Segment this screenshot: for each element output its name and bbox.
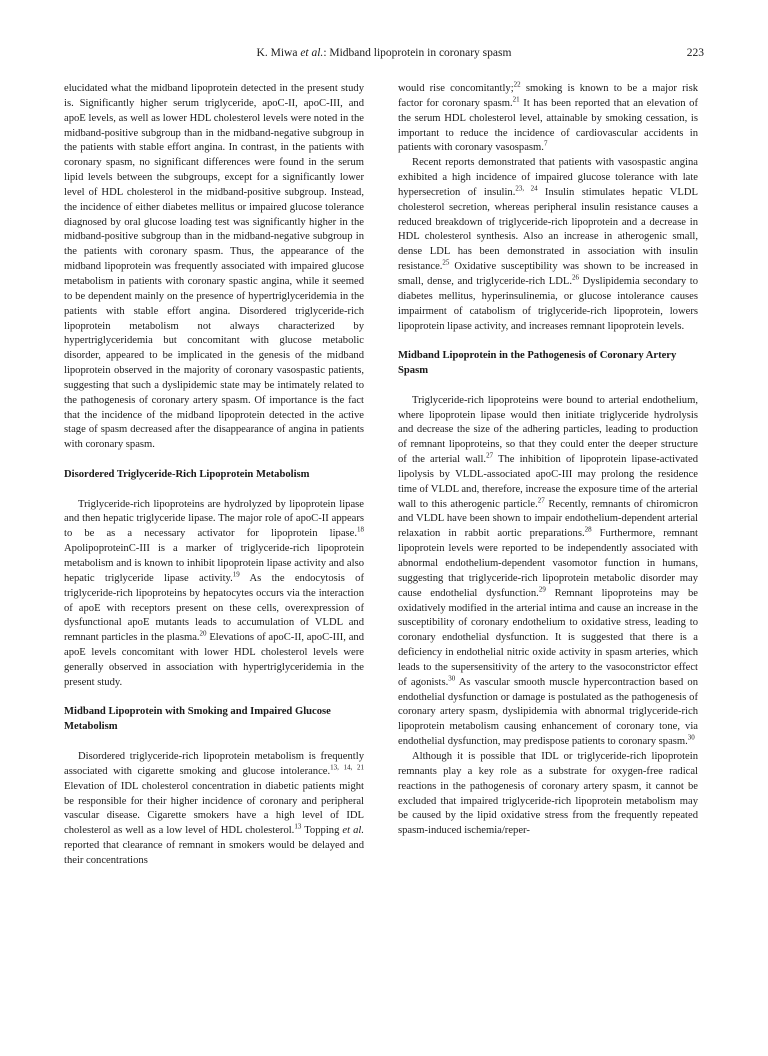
citation: 27 [486,451,494,460]
section-heading: Disordered Triglyceride-Rich Lipoprotein Metabolism [64,468,310,480]
citation: 13, 14, 21 [330,763,365,772]
running-head-author: K. Miwa [256,47,298,59]
citation: 7 [543,139,548,148]
citation: 29 [538,585,546,594]
citation: 26 [572,273,580,282]
citation: 18 [357,525,364,534]
right-column [398,82,698,839]
emphasis-etal: et al. [342,825,365,837]
paragraph: Triglyceride-rich lipoproteins were bound to arterial endothelium, where lipoprotein lipase would then initiate triglyceride hydrolysis and decrease the size of the adhering particles, leading to production of remnant lipoproteins, so that they could enter the deeper structure of the arterial wall.$^{27}$ The inhibition of lipoprotein lipase-activated lipolysis by VLDL-associated apoC-III may prolong the residence time of VLDL and, therefore, increase the exposure time of the arterial wall to this atherogenic particle.$^{27}$ Recently, remnants of chiromicron and VLDL have been shown to impair endothelium-dependent arterial relaxation in rabbit aortic preparations.$^{28}$ Furthermore, remnant lipoprotein levels were reported to be independently associated with abnormal endothelium-dependent vasomotor function in humans, suggesting that triglyceride-rich lipoprotein metabolic disorder may cause endothelial dysfunction.$^{29}$ Remnant lipoproteins may be oxidatively modified in the arterial intima and cause an increase in the susceptibility of coronary endothelium to oxidative stress, leading to coronary endothelial dysfunction. It is suggested that there is a deficiency in endothelial nitric oxide activity in spasm arteries, which leads to the supersensitivity of the artery to the vasoconstrictor effect of agonists.$^{30}$ As vascular smooth muscle hypercontraction based on endothelial dysfunction or damage is postulated as the pathogenesis of coronary artery spasm, dyslipidemia with abnormal triglyceride-rich lipoprotein metabolism causing enhancement of coronary tone, via endothelial dysfunction, may predispose patients to coronary spasm.$^{30}$ [398,394,698,748]
paragraph: Triglyceride-rich lipoproteins are hydrolyzed by lipoprotein lipase and then hepatic triglyceride lipase. The major role of apoC-II appears to be as a necessary activator for lipoprotein lipase.$^{18}$ ApolipoproteinC-III is a marker of triglyceride-rich lipoprotein metabolism and is known to inhibit lipoprotein lipase activity and also hepatic triglyceride lipase activity.$^{19}$ As the endocytosis of triglyceride-rich lipoproteins by hepatocytes occurs via the interaction of apoE with receptors present on these cells, overexpression of dysfunctional apoE mutants leads to accumulation of VLDL and remnant particles in the plasma.$^{20}$ Elevations of apoC-II, apoC-III, and apoE levels concomitant with lower HDL cholesterol levels were generally observed in association with hypertriglyceridemia in the present study. [64,498,364,688]
section-heading: Midband Lipoprotein in the Pathogenesis of Coronary Artery Spasm [398,350,677,377]
citation: 21 [512,95,520,104]
citation: 28 [584,525,592,534]
left-column [64,82,364,869]
citation: 30 [687,733,695,742]
citation: 23, 24 [515,184,538,193]
page-number: 223 [686,47,704,59]
running-head-article-title: : Midband lipoprotein in coronary spasm [323,47,512,59]
running-head-etal: et al. [300,47,324,59]
paragraph: elucidated what the midband lipoprotein detected in the present study is. Significantly higher serum triglyceride, apoC-II, apoC-III, and apoE levels, as well as lower HDL cholesterol levels were noted in the midband-positive subgroup than in the midband-negative subgroup in the patients with stable effort angina. In contrast, in the patients with coronary spasm, no significant differences were found in the serum lipid levels between the subgroups, except for a significantly lower level of HDL cholesterol in the midband-positive subgroup. Instead, the incidence of either diabetes mellitus or impaired glucose tolerance diagnosed by oral glucose loading test was significantly higher in the midband-positive subgroup than in the midband-negative subgroup in the patients with coronary spasm. Thus, the appearance of the midband lipoprotein was frequently associated with impaired glucose metabolism in patients with coronary spastic angina, while it seemed to be dependent mainly on the presence of hypertriglyceridemia in the patients with stable effort angina. Disordered triglyceride-rich lipoprotein metabolism not always characterized by hypertriglyceridemia but concomitant with glucose metabolic disorder, appeared to be implicated in the genesis of the midband lipoprotein observed in the majority of coronary vasospastic patients, suggesting that such a dyslipidemic state may be intimately related to the pathogenesis of coronary artery spasm. Of importance is the fact that the incidence of the midband lipoprotein detected in the active stage of spasm decreased after the disappearance of angina in patients with coronary spasm. [64,83,364,451]
citation: 22 [513,80,521,89]
paragraph: would rise concomitantly;$^{22}$ smoking is known to be a major risk factor for coronary spasm.$^{21}$ It has been reported that an elevation of the serum HDL cholesterol level, attainable by smoking cessation, is important to reduce the incidence of cardiovascular accidents in patients with coronary vasospasm.$^7$ [398,80,698,154]
citation: 25 [442,258,450,267]
citation: 27 [537,496,545,505]
paragraph: Although it is possible that IDL or triglyceride-rich lipoprotein remnants play a key role as a substrate for oxygen-free radical reactions in the pathogenesis of coronary artery spasm, it cannot be excluded that impaired triglyceride-rich lipoprotein metabolism may be caused by the lipid oxidative stress from the frequently repeated spasm-induced ischemia/reper- [398,750,698,837]
running-head-title [64,47,704,59]
citation: 13 [294,822,302,831]
running-head [64,47,704,63]
section-heading: Midband Lipoprotein with Smoking and Impaired Glucose Metabolism [64,706,331,733]
citation: 20 [199,629,207,638]
citation: 30 [448,674,456,683]
paragraph: Recent reports demonstrated that patients with vasospastic angina exhibited a high incidence of impaired glucose tolerance with late hypersecretion of insulin.$^{23, 24}$ Insulin stimulates hepatic VLDL cholesterol secretion, whereas peripheral insulin resistance causes a reduced breakdown of triglyceride-rich lipoprotein and a decrease in HDL cholesterol synthesis. Also an increase in atherogenic small, dense LDL has been demonstrated in association with insulin resistance.$^{25}$ Oxidative susceptibility was shown to be increased in small, dense, and triglyceride-rich LDL.$^{26}$ Dyslipidemia secondary to diabetes mellitus, hyperinsulinemia, or glucose intolerance causes impairment of catabolism of triglyceride-rich lipoprotein, lowers lipoprotein lipase activity, and increases remnant lipoprotein levels. [398,157,698,332]
paragraph: Disordered triglyceride-rich lipoprotein metabolism is frequently associated with cigarette smoking and glucose intolerance.$^{13, 14, 21}$ Elevation of IDL cholesterol concentration in diabetic patients might be responsible for their higher incidence of coronary and peripheral vascular disease. Cigarette smokers have a high level of IDL cholesterol as well as a low level of HDL cholesterol.$^{13}$ Topping et al. reported that clearance of remnant in smokers would be delayed and their concentrations [64,750,365,866]
citation: 19 [232,570,240,579]
